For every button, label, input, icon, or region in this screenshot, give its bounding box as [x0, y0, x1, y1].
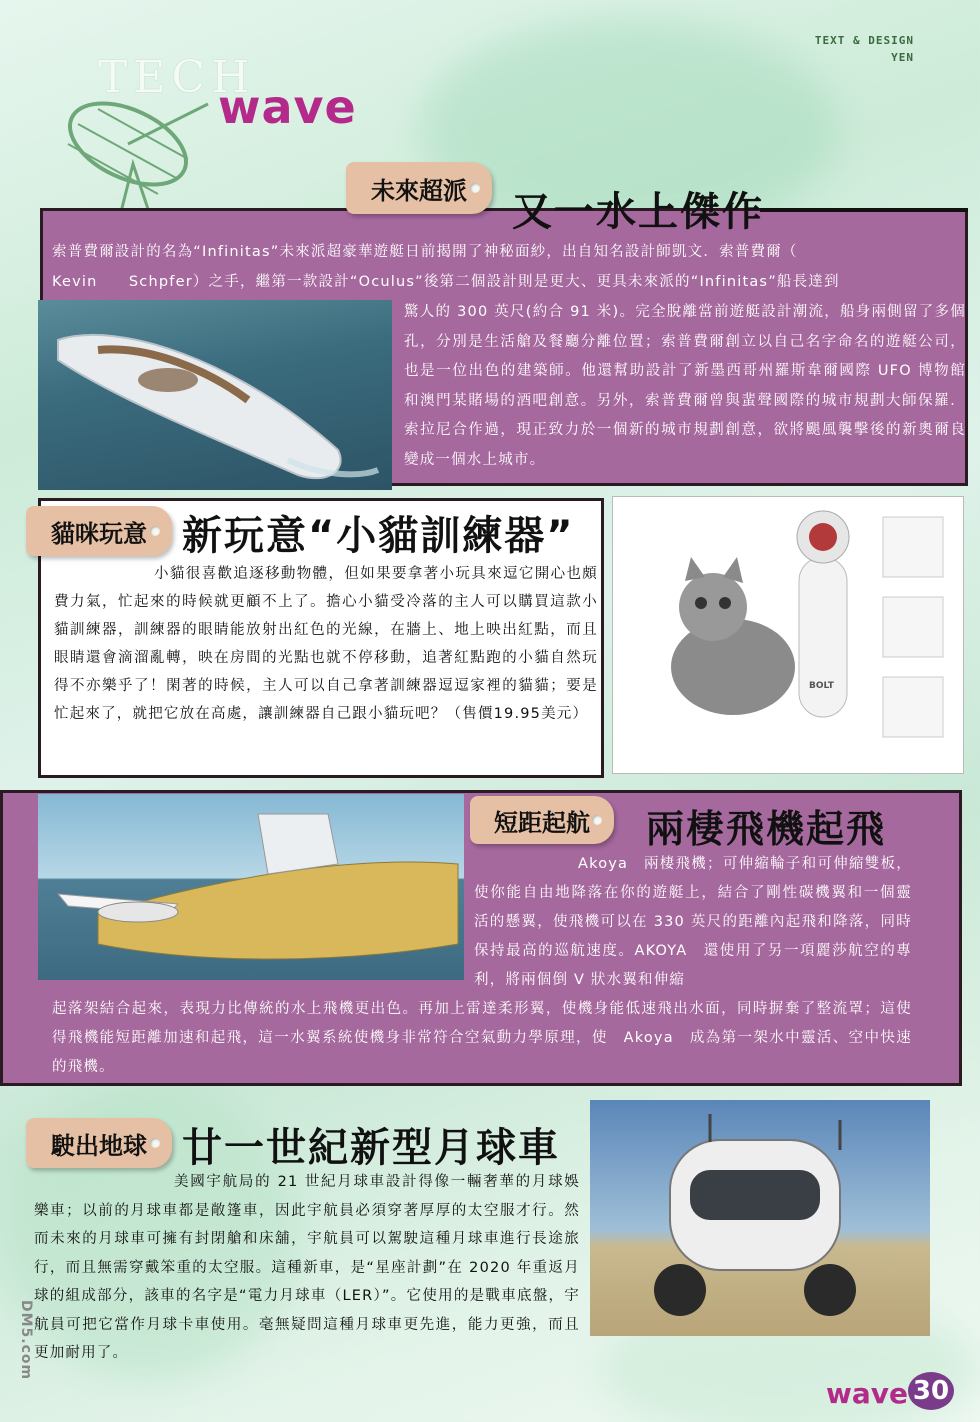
- article4-headline: 廿一世紀新型月球車: [182, 1125, 560, 1171]
- article2-headline: 新玩意“小貓訓練器”: [182, 513, 575, 559]
- article4-tag: [26, 1118, 172, 1168]
- article1-text-line: 索普費爾設計的名為“Infinitas”未來派超豪華遊艇日前揭開了神秘面紗，出自知名設計師凱文．索普費爾（: [52, 244, 798, 260]
- seaplane-illustration: [38, 794, 464, 980]
- lunar-rover-photo: [590, 1100, 930, 1336]
- tag-label: 駛出地球: [51, 1131, 147, 1160]
- brand-tech: TECH: [98, 52, 256, 103]
- yacht-photo: [38, 300, 392, 490]
- article4-text: 美國宇航局的 21 世紀月球車設計得像一輛奢華的月球娛樂車；以前的月球車都是敞篷車，因此宇航員必須穿著厚厚的太空服才行。然而未來的月球車可擁有封閉艙和床舖，宇航員可以駕駛這種月球車進行長途旅行，而且無需穿戴笨重的太空服。這種新車，是“星座計劃”在 2020 年重返月球的組成部分，該車的名字是“電力月球車（LER）”。它使用的是戰車底盤，宇航員可把它當作月球卡車使用。毫無疑問這種月球車更先進，能力更強，而且更加耐用了。: [34, 1174, 580, 1361]
- article1-text-body: 驚人的 300 英尺(約合 91 米)。完全脫離當前遊艇設計潮流，船身兩側留了多個孔，分別是生活艙及餐廳分離位置；索普費爾創立以自己名字命名的遊艇公司，也是一位出色的建築師。他還幫助設計了新墨西哥州羅斯韋爾國際 UFO 博物館和澳門某賭場的酒吧創意。另外，索普費爾曾與蜚聲國際的城市規劃大師保羅．索拉尼合作過，現正致力於一個新的城市規劃創意，欲將颶風襲擊後的新奧爾良變成一個水上城市。: [404, 304, 966, 468]
- article3-tag: [470, 796, 614, 844]
- yacht-illustration: [38, 300, 392, 490]
- tag-label: 未來超派: [371, 176, 467, 205]
- cat-trainer-photo: [612, 496, 964, 774]
- cat-trainer-illustration: [613, 497, 964, 774]
- footer-brand: wave: [825, 1377, 908, 1410]
- credit-line: TEXT & DESIGN: [814, 34, 914, 47]
- rover-illustration: [590, 1100, 930, 1336]
- brand-wave: wave: [218, 80, 357, 134]
- article1-headline: 又一水上傑作: [512, 189, 764, 235]
- tag-label: 短距起航: [494, 808, 590, 837]
- article2-tag: [26, 506, 172, 556]
- design-credit: [815, 32, 914, 66]
- article1-text-line: Kevin Schpfer）之手，繼第一款設計“Oculus”後第二個設計則是更大、更具未來派的“Infinitas”船長達到: [52, 274, 840, 290]
- page-number: 30: [908, 1372, 954, 1410]
- watermark: DM5.com: [18, 1300, 34, 1381]
- article1-tag: [346, 162, 492, 214]
- article3-text-top: Akoya 兩棲飛機；可伸縮輪子和可伸縮雙板，使你能自由地降落在你的遊艇上，結合了剛性碳機翼和一個靈活的懸翼，使飛機可以在 330 英尺的距離內起飛和降落，同時保持最高的巡航速度。AKOYA 還使用了另一項麗莎航空的專利，將兩個倒 V 狀水翼和伸縮: [474, 856, 912, 988]
- seaplane-yacht-photo: [38, 794, 464, 980]
- headline-rule: [760, 208, 968, 212]
- article2-text: 小貓很喜歡追逐移動物體，但如果要拿著小玩具來逗它開心也頗費力氣，忙起來的時候就更顧不上了。擔心小貓受冷落的主人可以購買這款小貓訓練器，訓練器的眼睛能放射出紅色的光線，在牆上、地上映出紅點，而且眼睛還會滴溜亂轉，映在房間的光點也就不停移動，追著紅點跑的小貓自然玩得不亦樂乎了！閑著的時候，主人可以自己拿著訓練器逗逗家裡的貓貓；要是忙起來了，就把它放在高處，讓訓練器自己跟小貓玩吧？（售價19.95美元）: [54, 566, 598, 722]
- product-label: BOLT: [809, 681, 834, 691]
- tag-label: 貓咪玩意: [51, 519, 147, 548]
- credit-line: YEN: [891, 51, 914, 64]
- article3-text-bottom: 起落架結合起來，表現力比傳統的水上飛機更出色。再加上雷達柔形翼，使機身能低速飛出水面，同時摒棄了整流罩；這使得飛機能短距離加速和起飛，這一水翼系統使機身非常符合空氣動力學原理，使 Akoya 成為第一架水中靈活、空中快速的飛機。: [52, 1001, 912, 1075]
- article3-headline: 兩棲飛機起飛: [646, 807, 887, 851]
